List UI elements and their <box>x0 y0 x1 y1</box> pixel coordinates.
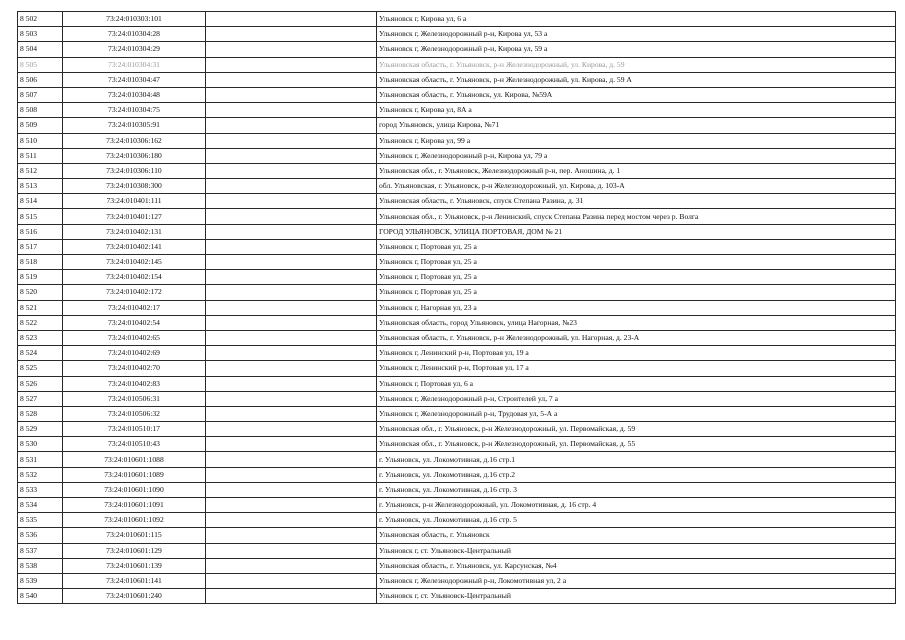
address-cell: Ульяновск г, Нагорная ул, 23 а <box>377 300 896 315</box>
cadastral-number-cell: 73:24:010601:129 <box>63 543 206 558</box>
address-cell: Ульяновская область, г. Ульяновск, р-н Железнодорожный, ул. Нагорная, д. 23-А <box>377 330 896 345</box>
table-row <box>18 452 896 467</box>
cadastral-number-cell: 73:24:010306:180 <box>63 148 206 163</box>
empty-cell <box>206 27 377 42</box>
cadastral-number-cell: 73:24:010402:69 <box>63 346 206 361</box>
empty-cell <box>206 391 377 406</box>
empty-cell <box>206 209 377 224</box>
empty-cell <box>206 406 377 421</box>
row-number-cell: 8 504 <box>18 42 63 57</box>
cadastral-number-cell: 73:24:010402:54 <box>63 315 206 330</box>
empty-cell <box>206 133 377 148</box>
address-cell: Ульяновская область, г. Ульяновск <box>377 528 896 543</box>
cadastral-number-cell: 73:24:010402:141 <box>63 239 206 254</box>
table-row <box>18 346 896 361</box>
row-number-cell: 8 528 <box>18 406 63 421</box>
table-row <box>18 209 896 224</box>
empty-cell <box>206 513 377 528</box>
row-number-cell: 8 510 <box>18 133 63 148</box>
address-cell: Ульяновск г, Портовая ул, 25 а <box>377 255 896 270</box>
cadastral-number-cell: 73:24:010402:145 <box>63 255 206 270</box>
row-number-cell: 8 509 <box>18 118 63 133</box>
address-cell: Ульяновск г, Железнодорожный р-н, Кирова ул, 79 а <box>377 148 896 163</box>
cadastral-number-cell: 73:24:010304:28 <box>63 27 206 42</box>
cadastral-number-cell: 73:24:010601:115 <box>63 528 206 543</box>
address-cell: Ульяновская область, г. Ульяновск, ул. Кирова, №59А <box>377 87 896 102</box>
table-row <box>18 179 896 194</box>
empty-cell <box>206 179 377 194</box>
cadastral-number-cell: 73:24:010306:162 <box>63 133 206 148</box>
address-cell: г. Ульяновск, ул. Локомотивная, д.16 стр. 3 <box>377 482 896 497</box>
row-number-cell: 8 531 <box>18 452 63 467</box>
address-cell: Ульяновск г, Ленинский р-н, Портовая ул, 17 а <box>377 361 896 376</box>
empty-cell <box>206 270 377 285</box>
empty-cell <box>206 589 377 604</box>
table-row <box>18 42 896 57</box>
cadastral-number-cell: 73:24:010601:240 <box>63 589 206 604</box>
table-row <box>18 163 896 178</box>
table-row <box>18 12 896 27</box>
empty-cell <box>206 163 377 178</box>
row-number-cell: 8 534 <box>18 498 63 513</box>
address-cell: Ульяновск г, ст. Ульяновск-Центральный <box>377 589 896 604</box>
address-cell: г. Ульяновск, р-н Железнодорожный, ул. Локомотивная, д. 16 стр. 4 <box>377 498 896 513</box>
empty-cell <box>206 300 377 315</box>
table-row <box>18 133 896 148</box>
row-number-cell: 8 535 <box>18 513 63 528</box>
empty-cell <box>206 498 377 513</box>
empty-cell <box>206 467 377 482</box>
table-row <box>18 27 896 42</box>
table-row <box>18 315 896 330</box>
row-number-cell: 8 507 <box>18 87 63 102</box>
row-number-cell: 8 538 <box>18 558 63 573</box>
cadastral-number-cell: 73:24:010304:47 <box>63 72 206 87</box>
row-number-cell: 8 506 <box>18 72 63 87</box>
row-number-cell: 8 520 <box>18 285 63 300</box>
address-cell: Ульяновск г, Портовая ул, 6 а <box>377 376 896 391</box>
cadastral-number-cell: 73:24:010510:43 <box>63 437 206 452</box>
empty-cell <box>206 87 377 102</box>
row-number-cell: 8 512 <box>18 163 63 178</box>
address-cell: Ульяновск г, ст. Ульяновск-Центральный <box>377 543 896 558</box>
table-row <box>18 406 896 421</box>
address-cell: Ульяновск г, Кирова ул, 8А а <box>377 103 896 118</box>
address-cell: город Ульяновск, улица Кирова, №71 <box>377 118 896 133</box>
empty-cell <box>206 346 377 361</box>
cadastral-number-cell: 73:24:010303:101 <box>63 12 206 27</box>
row-number-cell: 8 518 <box>18 255 63 270</box>
table-row <box>18 330 896 345</box>
empty-cell <box>206 42 377 57</box>
row-number-cell: 8 503 <box>18 27 63 42</box>
empty-cell <box>206 224 377 239</box>
row-number-cell: 8 519 <box>18 270 63 285</box>
empty-cell <box>206 57 377 72</box>
cadastral-number-cell: 73:24:010601:1089 <box>63 467 206 482</box>
empty-cell <box>206 482 377 497</box>
address-cell: Ульяновск г, Железнодорожный р-н, Локомотивная ул, 2 а <box>377 573 896 588</box>
row-number-cell: 8 517 <box>18 239 63 254</box>
row-number-cell: 8 523 <box>18 330 63 345</box>
row-number-cell: 8 536 <box>18 528 63 543</box>
address-cell: Ульяновская обл., г. Ульяновск, р-н Железнодорожный, ул. Первомайская, д. 55 <box>377 437 896 452</box>
row-number-cell: 8 511 <box>18 148 63 163</box>
cadastral-number-cell: 73:24:010506:32 <box>63 406 206 421</box>
cadastral-number-cell: 73:24:010305:91 <box>63 118 206 133</box>
table-row <box>18 103 896 118</box>
table-row <box>18 498 896 513</box>
table-row <box>18 589 896 604</box>
table-row <box>18 467 896 482</box>
row-number-cell: 8 530 <box>18 437 63 452</box>
registry-body <box>18 12 896 604</box>
cadastral-number-cell: 73:24:010601:1092 <box>63 513 206 528</box>
table-row <box>18 87 896 102</box>
cadastral-number-cell: 73:24:010402:154 <box>63 270 206 285</box>
cadastral-number-cell: 73:24:010506:31 <box>63 391 206 406</box>
table-row <box>18 573 896 588</box>
empty-cell <box>206 543 377 558</box>
cadastral-number-cell: 73:24:010402:65 <box>63 330 206 345</box>
address-cell: г. Ульяновск, ул. Локомотивная, д.16 стр. 5 <box>377 513 896 528</box>
row-number-cell: 8 537 <box>18 543 63 558</box>
address-cell: Ульяновск г, Железнодорожный р-н, Кирова ул, 53 а <box>377 27 896 42</box>
empty-cell <box>206 285 377 300</box>
empty-cell <box>206 437 377 452</box>
row-number-cell: 8 516 <box>18 224 63 239</box>
address-cell: Ульяновская область, город Ульяновск, улица Нагорная, №23 <box>377 315 896 330</box>
table-row <box>18 194 896 209</box>
empty-cell <box>206 239 377 254</box>
address-cell: Ульяновск г, Кирова ул, 6 а <box>377 12 896 27</box>
cadastral-number-cell: 73:24:010402:17 <box>63 300 206 315</box>
empty-cell <box>206 452 377 467</box>
row-number-cell: 8 533 <box>18 482 63 497</box>
address-cell: г. Ульяновск, ул. Локомотивная, д.16 стр.2 <box>377 467 896 482</box>
empty-cell <box>206 103 377 118</box>
row-number-cell: 8 522 <box>18 315 63 330</box>
cadastral-number-cell: 73:24:010601:141 <box>63 573 206 588</box>
address-cell: Ульяновск г, Кирова ул, 99 а <box>377 133 896 148</box>
table-row <box>18 270 896 285</box>
cadastral-number-cell: 73:24:010601:1088 <box>63 452 206 467</box>
row-number-cell: 8 505 <box>18 57 63 72</box>
cadastral-number-cell: 73:24:010601:1090 <box>63 482 206 497</box>
table-row <box>18 437 896 452</box>
address-cell: Ульяновск г, Портовая ул, 25 а <box>377 285 896 300</box>
table-row <box>18 239 896 254</box>
address-cell: Ульяновская обл., г. Ульяновск, р-н Ленинский, спуск Степана Разина перед мостом через р. Волга <box>377 209 896 224</box>
address-cell: Ульяновск г, Железнодорожный р-н, Кирова ул, 59 а <box>377 42 896 57</box>
row-number-cell: 8 515 <box>18 209 63 224</box>
table-row <box>18 482 896 497</box>
address-cell: Ульяновская область, г. Ульяновск, спуск Степана Разина, д. 31 <box>377 194 896 209</box>
row-number-cell: 8 539 <box>18 573 63 588</box>
empty-cell <box>206 376 377 391</box>
table-row <box>18 300 896 315</box>
empty-cell <box>206 72 377 87</box>
table-row <box>18 255 896 270</box>
address-cell: Ульяновская область, г. Ульяновск, р-н Железнодорожный, ул. Кирова, д. 59 <box>377 57 896 72</box>
table-row <box>18 376 896 391</box>
cadastral-number-cell: 73:24:010402:172 <box>63 285 206 300</box>
table-row <box>18 224 896 239</box>
address-cell: Ульяновск г, Железнодорожный р-н, Трудовая ул, 5-А а <box>377 406 896 421</box>
cadastral-number-cell: 73:24:010402:131 <box>63 224 206 239</box>
row-number-cell: 8 521 <box>18 300 63 315</box>
table-row <box>18 528 896 543</box>
cadastral-number-cell: 73:24:010401:111 <box>63 194 206 209</box>
row-number-cell: 8 525 <box>18 361 63 376</box>
cadastral-number-cell: 73:24:010402:70 <box>63 361 206 376</box>
empty-cell <box>206 330 377 345</box>
address-cell: Ульяновск г, Ленинский р-н, Портовая ул, 19 а <box>377 346 896 361</box>
table-row <box>18 558 896 573</box>
cadastral-number-cell: 73:24:010308:300 <box>63 179 206 194</box>
row-number-cell: 8 513 <box>18 179 63 194</box>
empty-cell <box>206 361 377 376</box>
empty-cell <box>206 422 377 437</box>
row-number-cell: 8 524 <box>18 346 63 361</box>
cadastral-number-cell: 73:24:010402:83 <box>63 376 206 391</box>
row-number-cell: 8 526 <box>18 376 63 391</box>
row-number-cell: 8 502 <box>18 12 63 27</box>
table-row <box>18 543 896 558</box>
row-number-cell: 8 508 <box>18 103 63 118</box>
row-number-cell: 8 529 <box>18 422 63 437</box>
cadastral-number-cell: 73:24:010304:29 <box>63 42 206 57</box>
cadastral-number-cell: 73:24:010304:75 <box>63 103 206 118</box>
empty-cell <box>206 118 377 133</box>
row-number-cell: 8 527 <box>18 391 63 406</box>
registry-sheet <box>17 11 895 604</box>
table-row <box>18 285 896 300</box>
empty-cell <box>206 194 377 209</box>
empty-cell <box>206 558 377 573</box>
cadastral-number-cell: 73:24:010306:110 <box>63 163 206 178</box>
empty-cell <box>206 148 377 163</box>
row-number-cell: 8 540 <box>18 589 63 604</box>
empty-cell <box>206 573 377 588</box>
table-row <box>18 72 896 87</box>
empty-cell <box>206 255 377 270</box>
cadastral-number-cell: 73:24:010601:1091 <box>63 498 206 513</box>
address-cell: Ульяновская область, г. Ульяновск, р-н Железнодорожный, ул. Кирова, д. 59 А <box>377 72 896 87</box>
cadastral-number-cell: 73:24:010304:31 <box>63 57 206 72</box>
address-cell: Ульяновск г, Портовая ул, 25 а <box>377 239 896 254</box>
cadastral-number-cell: 73:24:010601:139 <box>63 558 206 573</box>
table-row <box>18 118 896 133</box>
cadastral-number-cell: 73:24:010510:17 <box>63 422 206 437</box>
address-cell: Ульяновская область, г. Ульяновск, ул. Карсунская, №4 <box>377 558 896 573</box>
empty-cell <box>206 315 377 330</box>
table-row <box>18 422 896 437</box>
empty-cell <box>206 528 377 543</box>
cadastral-number-cell: 73:24:010304:48 <box>63 87 206 102</box>
address-cell: Ульяновская обл., г. Ульяновск, Железнодорожный р-н, пер. Аношина, д. 1 <box>377 163 896 178</box>
table-row <box>18 361 896 376</box>
address-cell: ГОРОД УЛЬЯНОВСК, УЛИЦА ПОРТОВАЯ, ДОМ № 21 <box>377 224 896 239</box>
cadastral-number-cell: 73:24:010401:127 <box>63 209 206 224</box>
address-cell: Ульяновск г, Портовая ул, 25 а <box>377 270 896 285</box>
row-number-cell: 8 532 <box>18 467 63 482</box>
empty-cell <box>206 12 377 27</box>
address-cell: Ульяновская обл., г. Ульяновск, р-н Железнодорожный, ул. Первомайская, д. 59 <box>377 422 896 437</box>
registry-table <box>17 11 896 604</box>
address-cell: г. Ульяновск, ул. Локомотивная, д.16 стр.1 <box>377 452 896 467</box>
table-row <box>18 513 896 528</box>
table-row <box>18 148 896 163</box>
address-cell: Ульяновск г, Железнодорожный р-н, Строителей ул, 7 а <box>377 391 896 406</box>
address-cell: обл. Ульяновская, г. Ульяновск, р-н Железнодорожный, ул. Кирова, д. 103-А <box>377 179 896 194</box>
row-number-cell: 8 514 <box>18 194 63 209</box>
table-row <box>18 57 896 72</box>
table-row <box>18 391 896 406</box>
